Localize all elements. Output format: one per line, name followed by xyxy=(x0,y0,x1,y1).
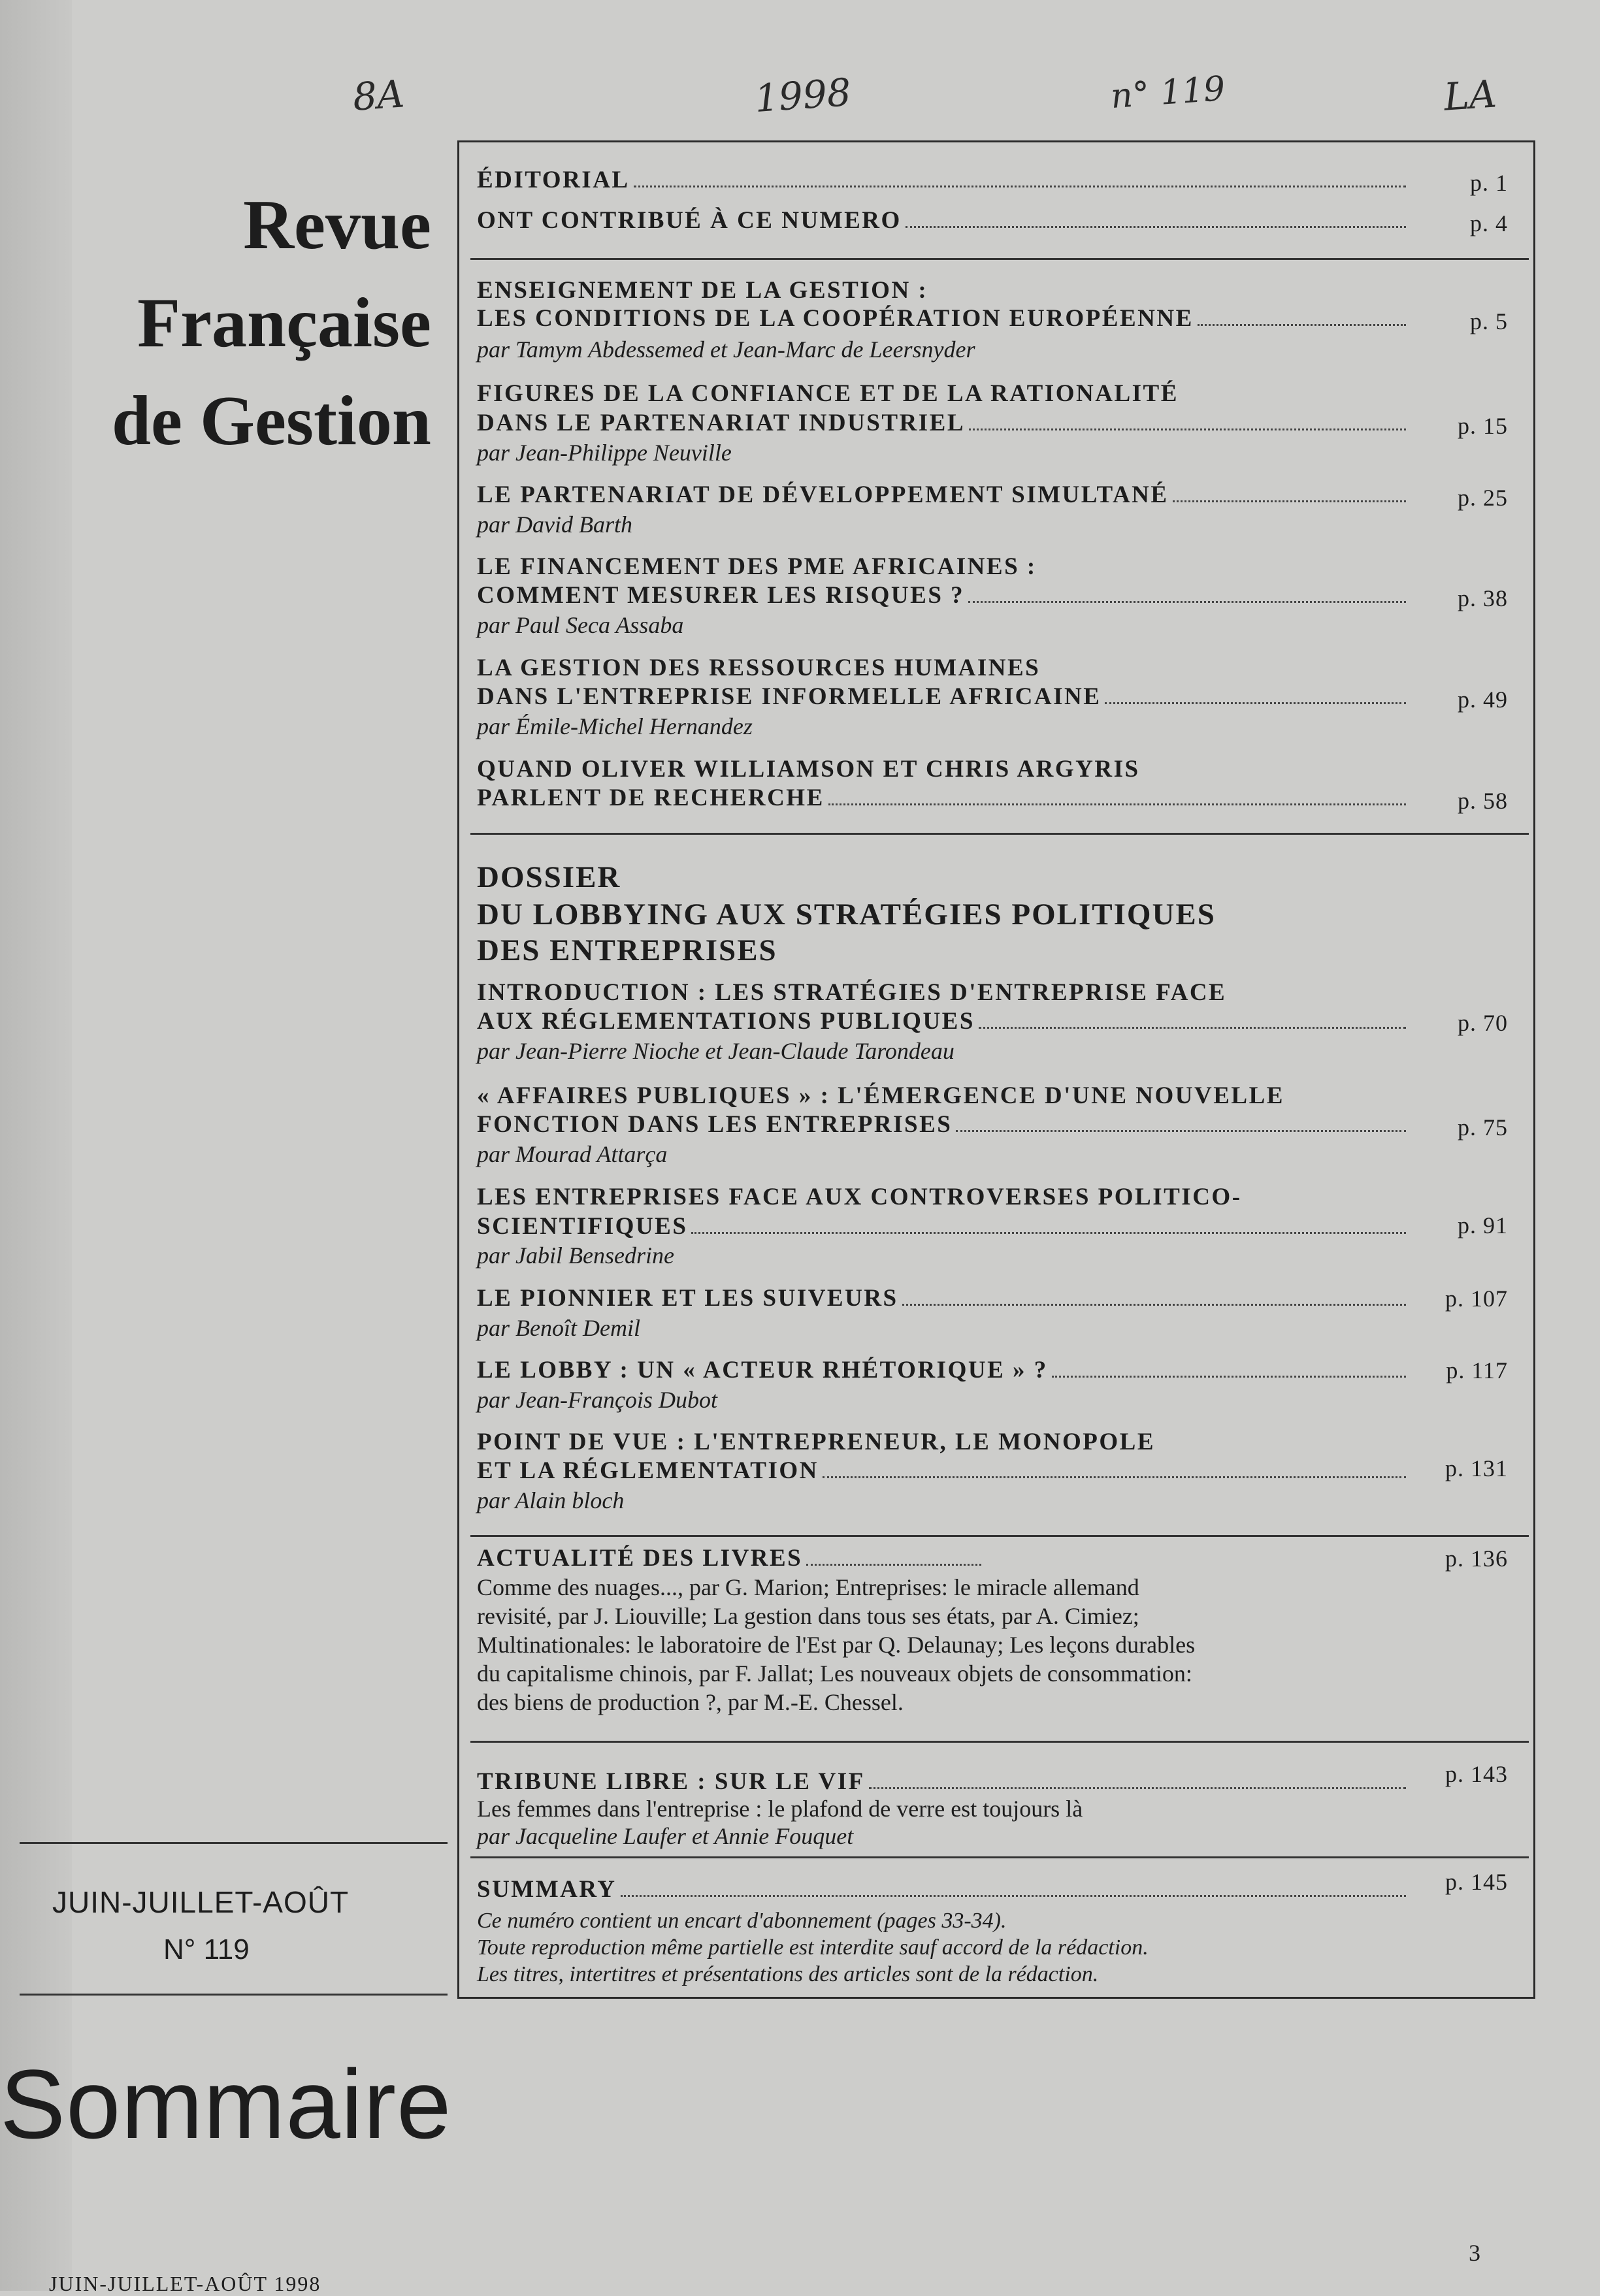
toc-entry-dossier-3[interactable] xyxy=(477,1212,1411,1242)
toc-author: par Jean-Pierre Nioche et Jean-Claude Tarondeau xyxy=(477,1038,955,1064)
toc-page: p. 145 xyxy=(1445,1869,1508,1895)
leader-dots xyxy=(621,1895,1406,1897)
toc-page: p. 91 xyxy=(1458,1212,1508,1238)
handwritten-note-2: 1998 xyxy=(753,69,853,121)
leader-dots xyxy=(1052,1376,1406,1378)
toc-title[interactable]: QUAND OLIVER WILLIAMSON ET CHRIS ARGYRIS xyxy=(477,756,1140,783)
toc-author: par Tamym Abdessemed et Jean-Marc de Leersnyder xyxy=(477,336,975,363)
toc-title[interactable]: « AFFAIRES PUBLIQUES » : L'ÉMERGENCE D'UNE NOUVELLE xyxy=(477,1082,1284,1109)
toc-page: p. 136 xyxy=(1445,1545,1508,1572)
leader-dots xyxy=(906,226,1406,228)
toc-title: ONT CONTRIBUÉ À CE NUMERO xyxy=(477,207,902,234)
book-review-line-3: Multinationales: le laboratoire de l'Est par Q. Delaunay; Les leçons durables xyxy=(477,1632,1196,1658)
toc-title: DANS LE PARTENARIAT INDUSTRIEL xyxy=(477,410,966,436)
toc-entry-dossier-6[interactable] xyxy=(477,1456,1411,1486)
issue-number: N° 119 xyxy=(163,1933,250,1965)
issue-rule-bottom xyxy=(20,1994,448,1996)
toc-title: LE PARTENARIAT DE DÉVELOPPEMENT SIMULTANÉ xyxy=(477,481,1169,508)
footer-date: JUIN-JUILLET-AOÛT 1998 xyxy=(49,2272,321,2295)
toc-title[interactable]: LE FINANCEMENT DES PME AFRICAINES : xyxy=(477,553,1037,580)
toc-page: p. 143 xyxy=(1445,1761,1508,1787)
dossier-label: DOSSIER xyxy=(477,860,621,894)
handwritten-note-1: 8A xyxy=(351,71,406,120)
footnote-3: Les titres, intertitres et présentations des articles sont de la rédaction. xyxy=(477,1962,1099,1986)
toc-entry-article-5[interactable] xyxy=(477,682,1411,712)
toc-author: par David Barth xyxy=(477,511,632,538)
issue-months: JUIN-JUILLET-AOÛT xyxy=(52,1885,350,1919)
toc-author: par Benoît Demil xyxy=(477,1315,640,1341)
toc-title: DANS L'ENTREPRISE INFORMELLE AFRICAINE xyxy=(477,683,1102,710)
book-review-line-2: revisité, par J. Liouville; La gestion dans tous ses états, par A. Cimiez; xyxy=(477,1603,1139,1629)
toc-author: par Jean-Philippe Neuville xyxy=(477,440,732,466)
toc-title: AUX RÉGLEMENTATIONS PUBLIQUES xyxy=(477,1008,975,1035)
leader-dots xyxy=(902,1304,1406,1306)
toc-title: SCIENTIFIQUES xyxy=(477,1213,688,1240)
toc-title[interactable]: ENSEIGNEMENT DE LA GESTION : xyxy=(477,277,928,304)
toc-entry-article-1[interactable] xyxy=(477,304,1411,334)
toc-entry-summary[interactable] xyxy=(477,1875,1411,1905)
issue-rule-top xyxy=(20,1842,448,1844)
toc-entry-dossier-5[interactable] xyxy=(477,1355,1411,1385)
toc-entry-article-6[interactable] xyxy=(477,783,1411,813)
dossier-title-line-1: DU LOBBYING AUX STRATÉGIES POLITIQUES xyxy=(477,897,1216,931)
toc-content xyxy=(461,140,1532,1999)
leader-dots xyxy=(634,186,1406,187)
toc-title: TRIBUNE LIBRE : SUR LE VIF xyxy=(477,1768,865,1795)
toc-page: p. 25 xyxy=(1458,485,1508,511)
toc-inner xyxy=(477,140,1522,1999)
handwritten-note-4: LA xyxy=(1442,71,1498,120)
leader-dots xyxy=(869,1787,1406,1789)
toc-page: p. 70 xyxy=(1458,1010,1508,1036)
book-review-line-5: des biens de production ?, par M.-E. Chessel. xyxy=(477,1689,904,1715)
toc-author: par Alain bloch xyxy=(477,1487,625,1513)
toc-page: p. 131 xyxy=(1445,1455,1508,1481)
toc-page: p. 107 xyxy=(1445,1285,1508,1312)
leader-dots xyxy=(979,1027,1406,1029)
toc-title[interactable]: FIGURES DE LA CONFIANCE ET DE LA RATIONALITÉ xyxy=(477,380,1179,407)
leader-dots xyxy=(1198,324,1406,326)
toc-author: par Jabil Bensedrine xyxy=(477,1242,674,1269)
leader-dots xyxy=(956,1130,1406,1132)
leader-dots xyxy=(968,601,1406,603)
footnote-1: Ce numéro contient un encart d'abonnement (pages 33-34). xyxy=(477,1909,1007,1933)
toc-page: p. 117 xyxy=(1446,1357,1508,1383)
toc-page: p. 38 xyxy=(1458,585,1508,611)
toc-title[interactable]: POINT DE VUE : L'ENTREPRENEUR, LE MONOPOLE xyxy=(477,1429,1156,1455)
toc-author: par Jacqueline Laufer et Annie Fouquet xyxy=(477,1823,854,1849)
handwritten-note-3: n° 119 xyxy=(1109,69,1227,117)
toc-title[interactable]: LES ENTREPRISES FACE AUX CONTROVERSES POLITICO- xyxy=(477,1184,1242,1210)
toc-entry-dossier-2[interactable] xyxy=(477,1110,1411,1140)
toc-title: LE LOBBY : UN « ACTEUR RHÉTORIQUE » ? xyxy=(477,1357,1048,1383)
sommaire-heading: Sommaire xyxy=(0,2049,452,2159)
page-number: 3 xyxy=(1469,2240,1480,2266)
toc-entry-tribune[interactable] xyxy=(477,1767,1411,1797)
toc-page: p. 1 xyxy=(1470,170,1508,196)
toc-title: ÉDITORIAL xyxy=(477,167,630,193)
dossier-title-line-2: DES ENTREPRISES xyxy=(477,933,777,967)
toc-title[interactable]: INTRODUCTION : LES STRATÉGIES D'ENTREPRISE FACE xyxy=(477,979,1227,1006)
toc-entry-dossier-1[interactable] xyxy=(477,1007,1411,1037)
toc-author: par Émile-Michel Hernandez xyxy=(477,713,753,739)
toc-entry-article-2[interactable] xyxy=(477,408,1411,438)
leader-dots xyxy=(828,803,1406,805)
tribune-subtitle: Les femmes dans l'entreprise : le plafond de verre est toujours là xyxy=(477,1796,1083,1822)
toc-author: par Jean-François Dubot xyxy=(477,1387,717,1413)
leader-dots xyxy=(1105,702,1406,704)
toc-entry-article-3[interactable] xyxy=(477,480,1411,510)
toc-author: par Paul Seca Assaba xyxy=(477,612,684,638)
toc-page: p. 49 xyxy=(1458,687,1508,713)
toc-title: PARLENT DE RECHERCHE xyxy=(477,784,824,811)
toc-entry-editorial[interactable] xyxy=(477,165,1411,195)
leader-dots xyxy=(969,428,1406,430)
toc-page: p. 15 xyxy=(1458,413,1508,439)
toc-page: p. 75 xyxy=(1458,1114,1508,1140)
toc-title: ACTUALITÉ DES LIVRES xyxy=(477,1545,803,1572)
toc-title[interactable]: LA GESTION DES RESSOURCES HUMAINES xyxy=(477,655,1041,681)
toc-entry-dossier-4[interactable] xyxy=(477,1284,1411,1314)
book-review-line-4: du capitalisme chinois, par F. Jallat; Les nouveaux objets de consommation: xyxy=(477,1660,1192,1687)
toc-title: LE PIONNIER ET LES SUIVEURS xyxy=(477,1285,898,1312)
footnote-2: Toute reproduction même partielle est interdite sauf accord de la rédaction. xyxy=(477,1935,1149,1960)
leader-dots xyxy=(823,1476,1406,1478)
toc-title: LES CONDITIONS DE LA COOPÉRATION EUROPÉENNE xyxy=(477,305,1194,332)
leader-dots xyxy=(806,1564,981,1566)
toc-title: FONCTION DANS LES ENTREPRISES xyxy=(477,1111,953,1138)
journal-title-line-2: Française xyxy=(137,284,431,362)
toc-entry-article-4[interactable] xyxy=(477,581,1411,611)
toc-entry-books[interactable] xyxy=(477,1544,987,1574)
leader-dots xyxy=(1173,500,1406,502)
journal-title-line-1: Revue xyxy=(243,186,431,264)
toc-page: p. 4 xyxy=(1470,210,1508,236)
toc-author: par Mourad Attarça xyxy=(477,1141,668,1167)
leader-dots xyxy=(691,1232,1406,1234)
journal-title-line-3: de Gestion xyxy=(111,382,431,460)
toc-title: ET LA RÉGLEMENTATION xyxy=(477,1457,819,1484)
toc-title: COMMENT MESURER LES RISQUES ? xyxy=(477,582,965,609)
toc-title: SUMMARY xyxy=(477,1876,617,1903)
journal-title xyxy=(39,176,431,470)
toc-entry-contributors[interactable] xyxy=(477,206,1411,236)
toc-page: p. 58 xyxy=(1458,788,1508,814)
book-review-line-1: Comme des nuages..., par G. Marion; Entreprises: le miracle allemand xyxy=(477,1574,1139,1600)
toc-page: p. 5 xyxy=(1470,308,1508,334)
